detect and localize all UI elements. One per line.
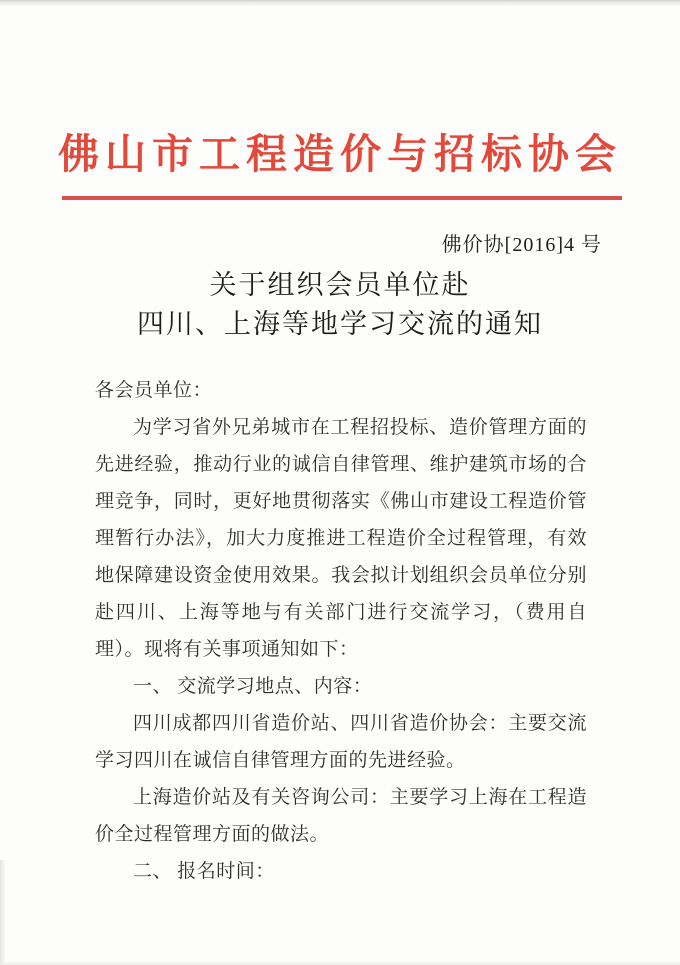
salutation: 各会员单位： (95, 380, 213, 401)
paragraph-shanghai-detail: 上海造价站及有关咨询公司：主要学习上海在工程造价全过程管理方面的做法。 (95, 787, 587, 845)
document-title-line1: 关于组织会员单位赴 (209, 270, 471, 300)
paragraph-section-2-heading: 二、 报名时间： (133, 861, 275, 882)
document-number: 佛价协[2016]4 号 (441, 234, 602, 256)
document-title-line2: 四川、上海等地学习交流的通知 (137, 309, 543, 339)
scan-artifact-left-edge (0, 860, 6, 965)
scan-artifact-top-edge (0, 0, 680, 7)
paragraph-intro: 为学习省外兄弟城市在工程招投标、造价管理方面的先进经验，推动行业的诚信自律管理、维护建筑市场的合理竞争，同时，更好地贯彻落实《佛山市建设工程造价管理暂行办法》，加大力度推进工程造价全过程管理，有效地保障建设资金使用效果。我会拟计划组织会员单位分别赴四川、上海等地与有关部门进行交流学习，（费用自理）。现将有关事项通知如下： (95, 417, 587, 660)
document-body (95, 372, 587, 890)
paragraph-section-1-heading: 一、 交流学习地点、内容： (133, 676, 373, 697)
paragraph-sichuan-detail: 四川成都四川省造价站、四川省造价协会：主要交流学习四川在诚信自律管理方面的先进经验。 (95, 713, 587, 771)
letterhead-org-name: 佛山市工程造价与招标协会 (58, 131, 622, 177)
document-title (0, 266, 680, 344)
scan-artifact-bottom-edge (0, 961, 680, 965)
letterhead-divider-line (62, 196, 622, 200)
